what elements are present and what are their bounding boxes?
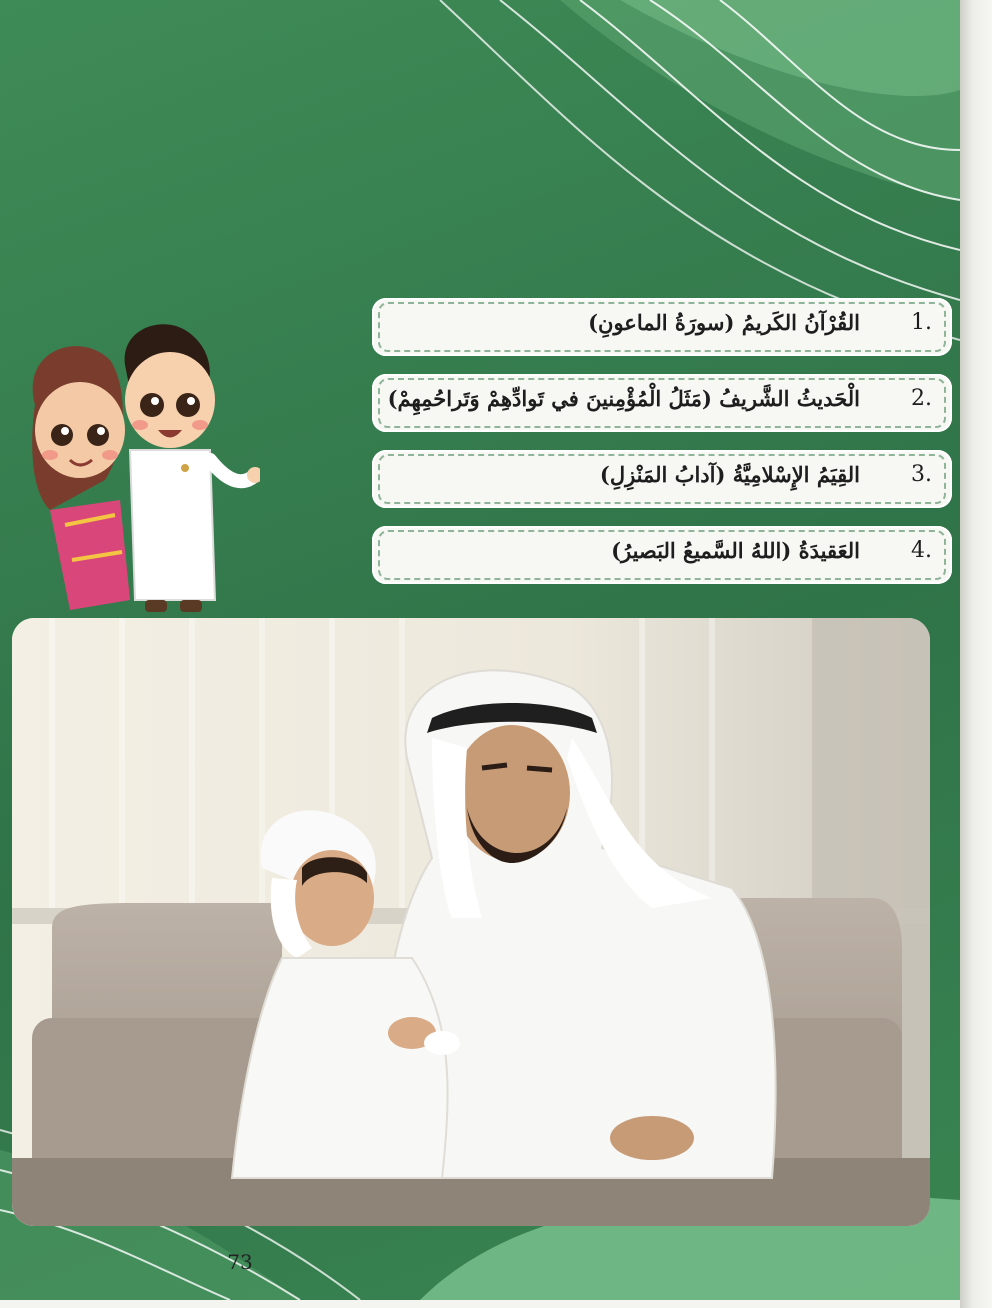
- lesson-item-number: 2.: [911, 386, 932, 411]
- lesson-item-3[interactable]: [372, 450, 952, 508]
- lesson-item-number: 4.: [911, 538, 932, 563]
- girl-figure: [32, 346, 130, 610]
- lesson-item-number: 1.: [911, 310, 932, 335]
- lesson-item-text: القُرْآنُ الكَريمُ (سورَةُ الماعونِ): [588, 310, 860, 335]
- lesson-item-text: الْحَديثُ الشَّريفُ (مَثَلُ الْمُؤْمِنينَ في تَوادِّهِمْ وَتَراحُمِهِمْ): [387, 386, 860, 411]
- lesson-items-list: [372, 298, 952, 602]
- father-son-photo: [12, 618, 930, 1226]
- lesson-item-number: 3.: [911, 462, 932, 487]
- photo-illustration: [12, 618, 930, 1226]
- page-number: 73: [227, 1250, 253, 1274]
- page-binding-strip: [960, 0, 992, 1308]
- lesson-item-text: القِيَمُ الإِسْلامِيَّةُ (آدابُ المَنْزِلِ): [599, 462, 860, 487]
- lesson-item-1[interactable]: [372, 298, 952, 356]
- lesson-item-text: العَقيدَةُ (اللهُ السَّميعُ البَصيرُ): [611, 538, 860, 563]
- lesson-item-2[interactable]: [372, 374, 952, 432]
- cartoon-kids-illustration: [10, 310, 260, 620]
- lesson-item-4[interactable]: [372, 526, 952, 584]
- boy-figure: [125, 324, 260, 612]
